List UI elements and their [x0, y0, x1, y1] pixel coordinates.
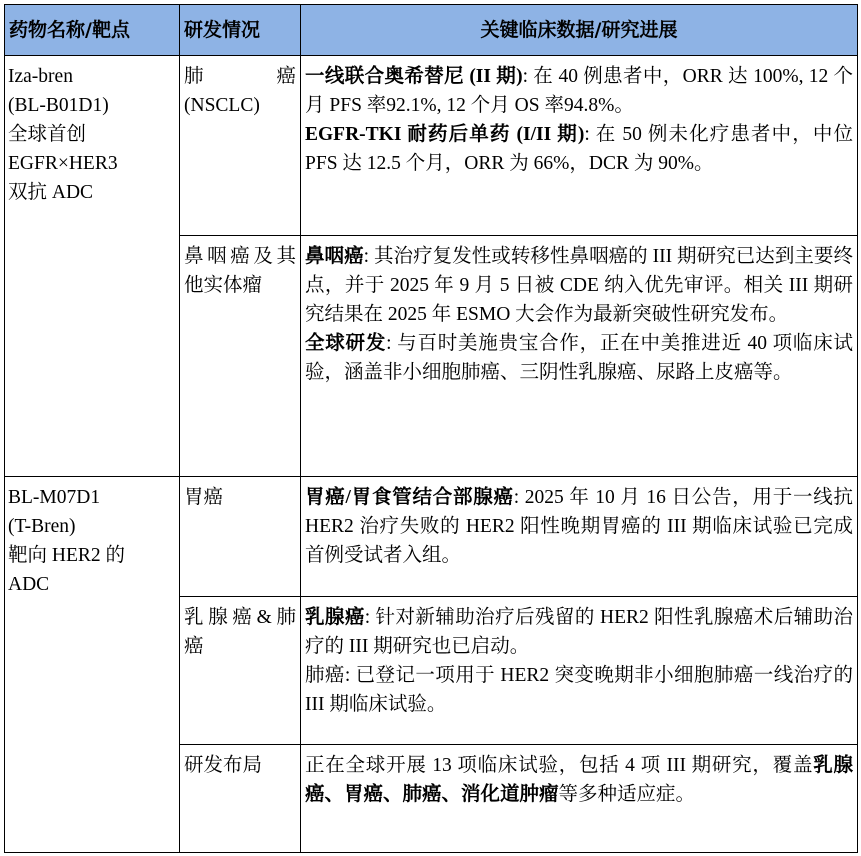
- data-text: 等多种适应症。: [558, 784, 696, 806]
- table-row: [5, 56, 858, 236]
- data-bold-label: EGFR-TKI 耐药后单药 (I/II 期): [305, 124, 585, 145]
- drug-desc-line: 全球首创: [8, 124, 87, 145]
- indication-cell: 乳腺癌&肺癌: [180, 596, 301, 745]
- header-drug: 药物名称/靶点: [5, 5, 180, 56]
- data-bold-label: 一线联合奥希替尼 (II 期): [305, 66, 523, 87]
- indication-cell: 胃癌: [180, 476, 301, 596]
- data-text: : 其治疗复发性或转移性鼻咽癌的 III 期研究已达到主要终点，并于 2025 年 9 月 5 日被 CDE 纳入优先审评。相关 III 期研究结果在 2025 年 ESMO 大会作为最新突破性研究发布。: [305, 245, 853, 325]
- data-bold-label: 胃癌/胃食管结合部腺癌: [305, 486, 514, 508]
- drug-cell-t-bren: [5, 476, 180, 852]
- drug-cell-iza-bren: [5, 56, 180, 477]
- drug-type-line: 双抗 ADC: [8, 182, 94, 203]
- data-cell: [301, 476, 858, 596]
- header-data: 关键临床数据/研究进展: [301, 5, 858, 56]
- data-bold-label: 鼻咽癌: [305, 245, 364, 267]
- data-text: : 2025 年 10 月 16 日公告，用于一线抗 HER2 治疗失败的 HER2 阳性晚期胃癌的 III 期临床试验已完成首例受试者入组。: [305, 486, 853, 566]
- indication-cell: 肺癌 (NSCLC): [180, 56, 301, 236]
- indication-cell: 研发布局: [180, 745, 301, 853]
- drug-target-line: 靶向 HER2 的: [8, 544, 126, 566]
- data-bold-label: 全球研发: [305, 332, 387, 354]
- data-cell: [301, 235, 858, 476]
- header-status: 研发情况: [180, 5, 301, 56]
- data-bold-label: 乳腺癌、胃癌、肺癌、消化道肿瘤: [305, 755, 853, 806]
- indication-cell: 鼻咽癌及其他实体瘤: [180, 235, 301, 476]
- data-cell: [301, 56, 858, 236]
- header-row: [5, 5, 858, 56]
- drug-name-line: Iza-bren: [8, 66, 73, 87]
- data-text: : 在 40 例患者中，ORR 达 100%, 12 个月 PFS 率92.1%, 12 个月 OS 率94.8%。: [305, 66, 853, 116]
- data-text: 正在全球开展 13 项临床试验，包括 4 项 III 期研究，覆盖: [305, 755, 814, 777]
- drug-pipeline-table: [4, 4, 858, 853]
- drug-code-line: (BL-B01D1): [8, 95, 109, 116]
- drug-type-line: ADC: [8, 573, 50, 595]
- drug-code-line: BL-M07D1: [8, 486, 101, 508]
- data-text: : 针对新辅助治疗后残留的 HER2 阳性乳腺癌术后辅助治疗的 III 期研究也已启动。: [305, 606, 853, 657]
- table-row: [5, 476, 858, 596]
- data-bold-label: 乳腺癌: [305, 606, 365, 628]
- data-cell: [301, 596, 858, 745]
- data-text: 肺癌: 已登记一项用于 HER2 突变晚期非小细胞肺癌一线治疗的 III 期临床试验。: [305, 664, 853, 715]
- data-text: : 与百时美施贵宝合作，正在中美推进近 40 项临床试验，涵盖非小细胞肺癌、三阴性乳腺癌、尿路上皮癌等。: [305, 332, 853, 383]
- drug-target-line: EGFR×HER3: [8, 153, 118, 174]
- drug-name-line: (T-Bren): [8, 515, 76, 537]
- data-cell: [301, 745, 858, 853]
- data-text: : 在 50 例未化疗患者中，中位 PFS 达 12.5 个月，ORR 为 66%，DCR 为 90%。: [305, 124, 853, 174]
